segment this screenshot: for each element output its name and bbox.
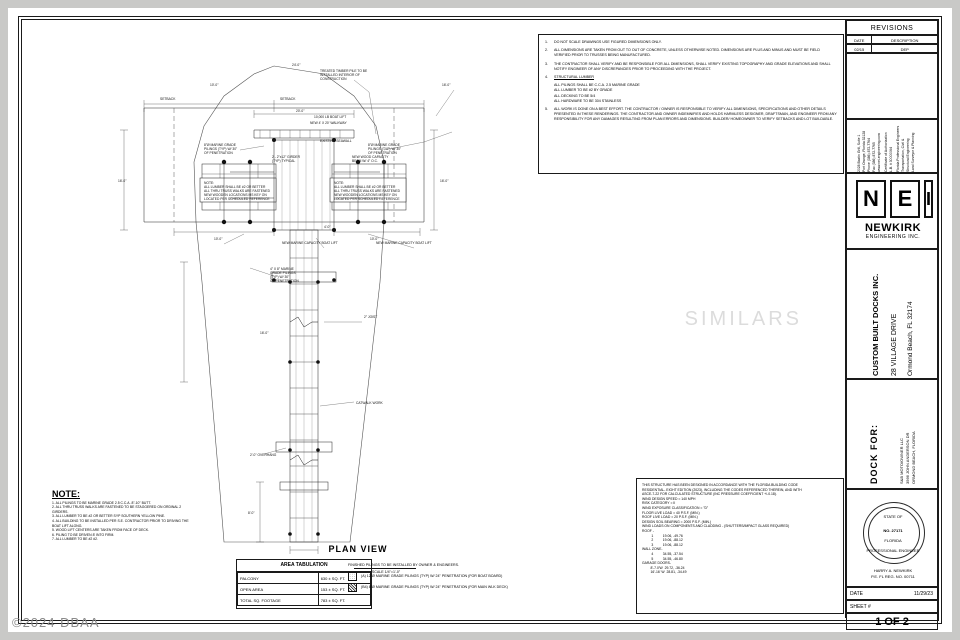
- svg-text:SETBACK: SETBACK: [160, 97, 176, 101]
- project-city: ORMOND BEACH, FLORIDA: [911, 431, 916, 484]
- engineer-line-8: Florida Professional Engineers: [896, 125, 900, 172]
- engineer-line-3: Phone (386) 872-7764: [867, 138, 871, 172]
- code-line-6: WIND EXPOSURE CLASSIFICATION = "D": [642, 505, 709, 510]
- code-line-18: GARAGE DOORS-: [642, 561, 672, 566]
- engineer-line-10: Structural Engineering: [906, 138, 910, 172]
- svg-text:NEW MARINE CAPACITY BOAT LIFT: NEW MARINE CAPACITY BOAT LIFT: [282, 241, 338, 245]
- svg-text:LOCATED PER SCHEDULED REFERENC: LOCATED PER SCHEDULED REFERENCE: [334, 197, 400, 201]
- svg-text:8'-0": 8'-0": [248, 511, 255, 515]
- sheet-number-field: [846, 600, 938, 613]
- svg-text:2 - 2"x12" GIRDER: 2 - 2"x12" GIRDER: [272, 155, 300, 159]
- svg-text:TREATED TIMBER PILE TO BE: TREATED TIMBER PILE TO BE: [320, 69, 368, 73]
- lot-outline: [194, 66, 384, 542]
- svg-text:OF PENETRATION: OF PENETRATION: [204, 151, 233, 155]
- code-line-15: WALL ZONE-: [642, 547, 663, 552]
- project-street: 3566 JOHN ANDERSON DR: [905, 432, 910, 484]
- construction-note-3: 3. ALL LUMBER TO BE #2 OR BETTER SYP SOUTHERN YELLOW PINE.: [52, 514, 166, 519]
- note-4-sub-1: ALL PILINGS SHALL BE C.C.A. 2.5 MARINE GRADE: [554, 83, 640, 88]
- svg-text:16'-0": 16'-0": [118, 179, 127, 183]
- svg-text:8"Ø MARINE GRADE: 8"Ø MARINE GRADE: [368, 143, 400, 147]
- project-info-block: [846, 379, 938, 489]
- legend-item-2: (B4) 8"Ø MARINE GRADE PILINGS (TYP) W/ 24" PENETRATION (FOR MAIN WLK DECK): [361, 585, 508, 589]
- area-tabulation-title: AREA TABULATION: [237, 560, 371, 572]
- svg-text:OF PENETRATION: OF PENETRATION: [270, 279, 299, 283]
- code-line-11: ROOF -: [642, 528, 654, 533]
- svg-text:PILINGS (TYP) W/ 30": PILINGS (TYP) W/ 30": [204, 147, 238, 151]
- sheet-count: [846, 613, 938, 630]
- date-field: [846, 587, 938, 600]
- logo-letter-e: E: [890, 180, 920, 218]
- revisions-header: [846, 20, 938, 35]
- code-line-12: 1 19.06, -49.76: [642, 533, 683, 538]
- table-row: [846, 44, 938, 53]
- svg-text:NEW WOODEN LOCATIONS MS KEY ON: NEW WOODEN LOCATIONS MS KEY ON: [204, 193, 267, 197]
- seal-license-number: NO. 27171: [883, 528, 903, 533]
- note-4-sub-4: ALL HARDWARE TO BE 304 STAINLESS: [554, 98, 622, 103]
- logo-company-sub: ENGINEERING INC.: [865, 234, 921, 240]
- code-line-13: 2 19.06, -88.12: [642, 538, 683, 543]
- note-number-2: 2.: [545, 48, 548, 53]
- svg-text:10'-0": 10'-0": [370, 237, 379, 241]
- svg-text:2'-0" OVERHANG: 2'-0" OVERHANG: [250, 453, 277, 457]
- svg-text:ALL THRU TRUSS WALKS ARE FASTE: ALL THRU TRUSS WALKS ARE FASTENED: [334, 189, 400, 193]
- table-row: [238, 595, 371, 606]
- engineer-line-9: Transportation, Civil &: [901, 138, 905, 172]
- note-text-1: DO NOT SCALE DRAWINGS USE FIGURED DIMENSIONS ONLY.: [554, 40, 662, 44]
- svg-text:ALL THRU TRUSS WALKS ARE FASTE: ALL THRU TRUSS WALKS ARE FASTENED: [204, 189, 270, 193]
- engineer-line-6: Certificate of Authorization: [884, 132, 888, 172]
- pile-legend: [348, 562, 578, 594]
- seawall: [254, 130, 354, 138]
- client-address: 28 VILLAGE DRIVE: [891, 313, 898, 376]
- svg-text:(TYP) TYPICAL: (TYP) TYPICAL: [272, 159, 296, 163]
- note-4-sub-2: ALL LUMBER TO BE #2 BY GRADE: [554, 88, 613, 93]
- construction-note-6: 6. PILING TO BE DRIVEN 8' INTO FIRM.: [52, 532, 115, 537]
- svg-text:INSTALLED INTERIOR OF: INSTALLED INTERIOR OF: [320, 73, 360, 77]
- note-text-5: ALL WORK IS DONE ON A BEST EFFORT. THE CONTRACTOR / OWNER IS RESPONSIBLE TO VERIFY ALL DIMENSIONS, SPECIFICATIONS AND OTHER DETAILS PRESENTED IN THESE RENDERINGS. THE CONTRACTOR AND OWNER INDEMNIFIES AND HOLDS HARMLESS DESIGNER, DRAFTSMAN, AND ENGINEER FROM ANY RESPONSIBILITY FOR ANY DAMAGES RESULTING FROM PLAN ERRORS AND DIMENSIONS. BUILDER/ HOMEOWNER TO VERIFY SETBACKS AND LOT BUILDABLE.: [554, 107, 837, 122]
- code-line-2: RESIDENTIAL- EIGHT EDITION (2023), INCLUDING THE CODES REFERENCED THEREIN, AND WITH: [642, 487, 802, 492]
- svg-text:SETBACK: SETBACK: [280, 97, 296, 101]
- svg-text:GRADE PILINGS: GRADE PILINGS: [270, 271, 296, 275]
- general-notes: [538, 34, 844, 174]
- legend-item-1: (A) 12"Ø MARINE GRADE PILINGS (TYP) W/ 24" PENETRATION (FOR BOAT BOARD): [361, 574, 503, 578]
- engineer-info-block: [846, 119, 938, 173]
- area-row-3-value: 783 ± SQ. FT.: [318, 595, 370, 606]
- svg-text:OF PENETRATION: OF PENETRATION: [368, 151, 397, 155]
- svg-text:16'-0": 16'-0": [260, 331, 269, 335]
- date-label: DATE: [850, 591, 863, 597]
- logo-letter-n: N: [856, 180, 886, 218]
- code-line-8: ROOF LIVE LOAD = 20 P.S.F. (MIN.): [642, 515, 698, 520]
- engineer-line-2: Port Orange, Florida 32128: [862, 130, 866, 172]
- svg-text:CONSTRUCTION: CONSTRUCTION: [320, 77, 347, 81]
- code-line-1: THIS STRUCTURE HAS BEEN DESIGNED IN ACCORDANCE WITH THE FLORIDA BUILDING CODE: [642, 483, 798, 487]
- construction-notes-heading: NOTE:: [52, 489, 80, 499]
- code-line-10: WIND LOADS ON COMPONENTS AND CLADDING - (SHUTTERS/IMPACT GLASS REQUIRED): [642, 524, 790, 529]
- seal-engineer-reg: P.E. FL REG. NO. 00711: [871, 574, 915, 579]
- svg-text:2" JOIST: 2" JOIST: [364, 315, 378, 319]
- svg-text:ALL LUMBER SHALL BE #2 OR BETT: ALL LUMBER SHALL BE #2 OR BETTER: [334, 185, 396, 189]
- code-line-9: DESIGN SOIL BEARING = 2000 P.S.F. (MIN.): [642, 519, 712, 524]
- code-line-20: 16'-16' W 28.81, -34.49: [642, 570, 687, 575]
- logo-letter-i: I: [924, 180, 933, 218]
- engineer-line-5: www.nei-engineering.com: [877, 133, 881, 172]
- note-4-sub-3: ALL DECKING TO BE 5/4: [554, 93, 596, 98]
- plan-view-title-block: [298, 544, 418, 554]
- svg-text:NEW WOOD CAPACITY: NEW WOOD CAPACITY: [352, 155, 389, 159]
- copyright-notice: ©2024 DBAA: [12, 615, 100, 630]
- construction-note-5: 5. WOOD LIFT CENTERS ARE TAKEN FROM FACE OF DECK.: [52, 528, 150, 533]
- design-criteria-box: [636, 478, 844, 614]
- area-row-2-value: 153 ± SQ. FT.: [318, 584, 370, 595]
- area-row-2-label: OPEN AREA: [238, 584, 319, 595]
- revisions-col-desc: DESCRIPTION: [891, 38, 919, 43]
- construction-note-2: 2. ALL THRU TRUSS WALKS ARE FASTENED TO BE STAGGERED ON ORDINAL 2 GIRDERS.: [52, 505, 182, 514]
- logo-company-name: NEWKIRK: [864, 222, 922, 234]
- title-block: [845, 20, 938, 628]
- date-value: 11/29/23: [913, 591, 933, 597]
- code-line-16: 4 34.55, -37.54: [642, 551, 683, 556]
- code-line-17: 5 34.55, -46.80: [642, 556, 683, 561]
- engineer-line-11: Land Surveyor & Planning: [911, 132, 915, 172]
- area-row-1-value: 630 ± SQ. FT.: [318, 573, 370, 584]
- svg-text:CATWALK WORK: CATWALK WORK: [356, 401, 383, 405]
- svg-text:NOTE:: NOTE:: [334, 181, 345, 185]
- svg-text:NEW WOODEN LOCATIONS MS KEY ON: NEW WOODEN LOCATIONS MS KEY ON: [334, 193, 397, 197]
- svg-text:10'-0": 10'-0": [214, 237, 223, 241]
- svg-text:NEW MARINE CAPACITY BOAT LIFT: NEW MARINE CAPACITY BOAT LIFT: [376, 241, 432, 245]
- engineer-line-4: Fax (386) 872-7765: [872, 142, 876, 172]
- revisions-columns: [846, 35, 938, 44]
- project-owner: S&B MOTO/OWNER LLC: [899, 438, 904, 484]
- client-city-state: Ormond Beach, FL 32174: [907, 301, 914, 376]
- watermark: SIMILARS: [684, 308, 802, 330]
- engineer-line-1: 2028 Baxtin Grill, Suite 1: [857, 134, 861, 172]
- svg-text:16'-0": 16'-0": [440, 179, 449, 183]
- project-label: DOCK FOR:: [869, 424, 879, 484]
- note-number-5: 5.: [545, 107, 548, 112]
- svg-text:10'-0": 10'-0": [210, 83, 219, 87]
- drawing-sheet: [8, 8, 952, 632]
- svg-text:24'-0": 24'-0": [292, 63, 301, 67]
- engineer-line-7: L.B. # 30000064: [889, 147, 893, 172]
- svg-text:(TYP) W/ 30": (TYP) W/ 30": [270, 275, 290, 279]
- svg-text:EXISTING SEAWALL: EXISTING SEAWALL: [320, 139, 352, 143]
- engineer-seal: [846, 489, 938, 587]
- pile-symbol-a-icon: [348, 572, 357, 581]
- svg-text:16'-0": 16'-0": [442, 83, 451, 87]
- svg-text:NOTE:: NOTE:: [204, 181, 215, 185]
- legend-heading: FINISHED PILINGS TO BE INSTALLED BY OWNER & ENGINEERS.: [348, 563, 459, 567]
- svg-text:PILINGS (TYP) W/ 30": PILINGS (TYP) W/ 30": [368, 147, 402, 151]
- construction-note-1: 1. ALL PILINGS TO BE MARINE GRADE 2.5 C.C.A. 8"-10" BUTT.: [52, 500, 152, 505]
- note-text-2: ALL DIMENSIONS ARE TAKEN FROM OUT TO OUT OF CONCRETE, UNLESS OTHERWISE NOTED. DIMENSIONS ARE PLUS AND MINUS AND MUST BE FIELD VERIFIED PRIOR TO TRUSSES BEING MANUFACTURED.: [554, 48, 820, 58]
- revision-description: DEP: [900, 47, 909, 52]
- seal-florida: FLORIDA: [884, 538, 902, 543]
- code-line-5: RISK CATEGORY = II: [642, 501, 676, 506]
- note-number-1: 1.: [545, 40, 548, 44]
- plan-view-title: PLAN VIEW: [328, 544, 388, 554]
- note-number-3: 3.: [545, 61, 548, 66]
- svg-text:BEAM W/ 4" O.C.: BEAM W/ 4" O.C.: [352, 159, 378, 163]
- code-line-14: 3 19.06, -88.12: [642, 542, 683, 547]
- construction-notes: [52, 489, 192, 542]
- svg-text:4" X 8" MARINE: 4" X 8" MARINE: [270, 267, 294, 271]
- pile-symbol-b-icon: [348, 583, 357, 592]
- area-row-3-label: TOTAL SQ. FOOTAGE: [238, 595, 319, 606]
- sheet-of-value: 1 OF 2: [875, 616, 909, 628]
- revisions-title: REVISIONS: [870, 25, 914, 32]
- client-info-block: [846, 249, 938, 379]
- svg-text:8"Ø MARINE GRADE: 8"Ø MARINE GRADE: [204, 143, 236, 147]
- company-logo: [846, 173, 938, 249]
- construction-note-4: 4. ALL BUILDING TO BE INSTALLED PER S.E. CONTRACTOR PRIOR TO DRIVING THE BOAT LIFT ALONG.: [52, 518, 189, 528]
- svg-text:4'-0": 4'-0": [324, 225, 331, 229]
- list-item: [348, 583, 578, 592]
- area-row-1-label: PALCONY: [238, 573, 319, 584]
- svg-text:NEW 4' X 20' WALKWAY: NEW 4' X 20' WALKWAY: [310, 121, 347, 125]
- code-line-19: 8'-7.0'W 29.72, -36.24: [642, 565, 685, 570]
- revisions-col-date: DATE: [847, 36, 872, 43]
- code-line-4: WIND DESIGN SPEED = 140 MPH: [642, 496, 696, 501]
- svg-text:20'-0": 20'-0": [296, 109, 305, 113]
- seal-profession: PROFESSIONAL ENGINEER: [866, 548, 920, 553]
- note-number-4: 4.: [545, 75, 548, 80]
- central-platform: [274, 140, 334, 230]
- code-line-7: FLOOR LIVE LOAD = 40 P.S.F. (MIN.): [642, 510, 700, 515]
- code-line-3: ASCE-7-22 FOR CALCULATED STRUCTURE (INC PRESSURE COEFFICIENT +/-0.18).: [642, 492, 777, 497]
- sheet-label: SHEET #: [850, 604, 871, 610]
- plan-view-scale: SCALE 1/4"=1'-0": [371, 570, 401, 574]
- note-text-4: STRUCTURAL LUMBER: [554, 75, 595, 80]
- seal-state: STATE OF: [883, 514, 903, 519]
- svg-text:10,000 LB BOAT LIFT: 10,000 LB BOAT LIFT: [314, 115, 347, 119]
- seal-engineer-name: HARRY A. NEWKIRK: [873, 568, 913, 573]
- revisions-empty-area: [846, 53, 938, 119]
- list-item: [348, 572, 578, 581]
- note-text-3: THE CONTRACTOR SHALL VERIFY AND BE RESPONSIBLE FOR ALL DIMENSIONS, SHALL VERIFY EXISTING TOPOGRAPHY AND GRADE ELEVATIONS AND SHALL NOTIFY ENGINEER OF ANY DISCREPANCIES PRIOR TO PROCEEDING WITH THE PROJECT.: [554, 61, 831, 71]
- revision-date: 02/15: [847, 45, 872, 52]
- construction-note-7: 7. ALL LUMBER TO BE #2 #2.: [52, 537, 98, 542]
- svg-text:LOCATED PER SCHEDULED REFERENC: LOCATED PER SCHEDULED REFERENCE: [204, 197, 270, 201]
- svg-text:ALL LUMBER SHALL BE #2 OR BETT: ALL LUMBER SHALL BE #2 OR BETTER: [204, 185, 266, 189]
- client-name: CUSTOM BUILT DOCKS INC.: [871, 273, 880, 376]
- upper-boundary: [144, 108, 424, 222]
